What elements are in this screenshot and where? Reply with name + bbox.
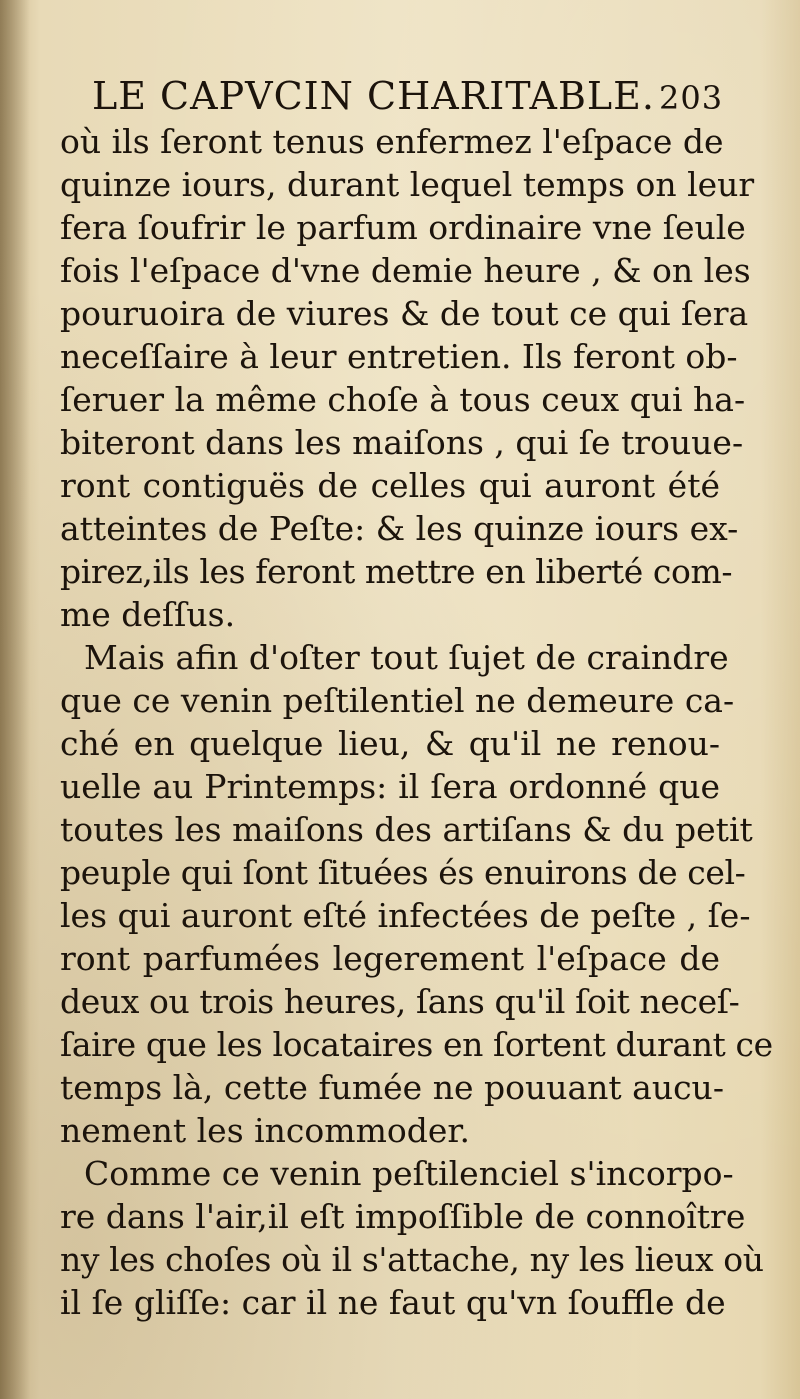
text-line: neceſſaire à leur entretien. Ils feront ob- xyxy=(60,337,738,376)
text-line: peuple qui ſont ſituées és enuirons de cel- xyxy=(60,853,746,892)
text-line: ché en quelque lieu, & qu'il ne renou- xyxy=(60,724,720,763)
text-line: atteintes de Peſte: & les quinze iours ex- xyxy=(60,509,739,548)
text-line: il ſe gliſſe: car il ne faut qu'vn ſouffle de xyxy=(60,1283,726,1322)
gutter-shadow xyxy=(0,0,30,1399)
text-line: ſaire que les locataires en ſortent durant ce xyxy=(60,1025,773,1064)
text-line: deux ou trois heures, ſans qu'il ſoit neceſ- xyxy=(60,982,740,1021)
paragraph-start-line: Comme ce venin peſtilenciel s'incorpo- xyxy=(84,1154,734,1193)
page-body xyxy=(60,120,773,1324)
running-title: LE CAPVCIN CHARITABLE. xyxy=(92,74,655,118)
text-line: nement les incommoder. xyxy=(60,1111,471,1150)
text-line: biteront dans les maiſons , qui ſe trouue- xyxy=(60,423,744,462)
text-line: pouruoira de viures & de tout ce qui ſera xyxy=(60,294,749,333)
text-line: ny les choſes où il s'attache, ny les lieux où xyxy=(60,1240,764,1279)
text-line: fois l'eſpace d'vne demie heure , & on les xyxy=(60,251,751,290)
text-line: que ce venin peſtilentiel ne demeure ca- xyxy=(60,681,735,720)
text-line: les qui auront eſté infectées de peſte , ſe- xyxy=(60,896,751,935)
text-line: où ils ſeront tenus enfermez l'eſpace de xyxy=(60,122,724,161)
text-line: quinze iours, durant lequel temps on leur xyxy=(60,165,755,204)
text-line: fera ſoufrir le parfum ordinaire vne ſeule xyxy=(60,208,746,247)
text-line: ſeruer la même choſe à tous ceux qui ha- xyxy=(60,380,746,419)
page-number: 203 xyxy=(658,79,724,117)
text-line: ront contiguës de celles qui auront été xyxy=(60,466,720,505)
text-line: ront parfumées legerement l'eſpace de xyxy=(60,939,720,978)
text-line: me deſſus. xyxy=(60,595,236,634)
text-line: toutes les maiſons des artiſans & du petit xyxy=(60,810,753,849)
running-header xyxy=(92,72,732,122)
text-line: temps là, cette fumée ne pouuant aucu- xyxy=(60,1068,724,1107)
text-line: re dans l'air,il eſt impoſſible de connoître xyxy=(60,1197,746,1236)
text-line: uelle au Printemps: il ſera ordonné que xyxy=(60,767,720,806)
paragraph-start-line: Mais afin d'oſter tout ſujet de craindre xyxy=(84,638,729,677)
text-line: pirez,ils les feront mettre en liberté com- xyxy=(60,552,733,591)
